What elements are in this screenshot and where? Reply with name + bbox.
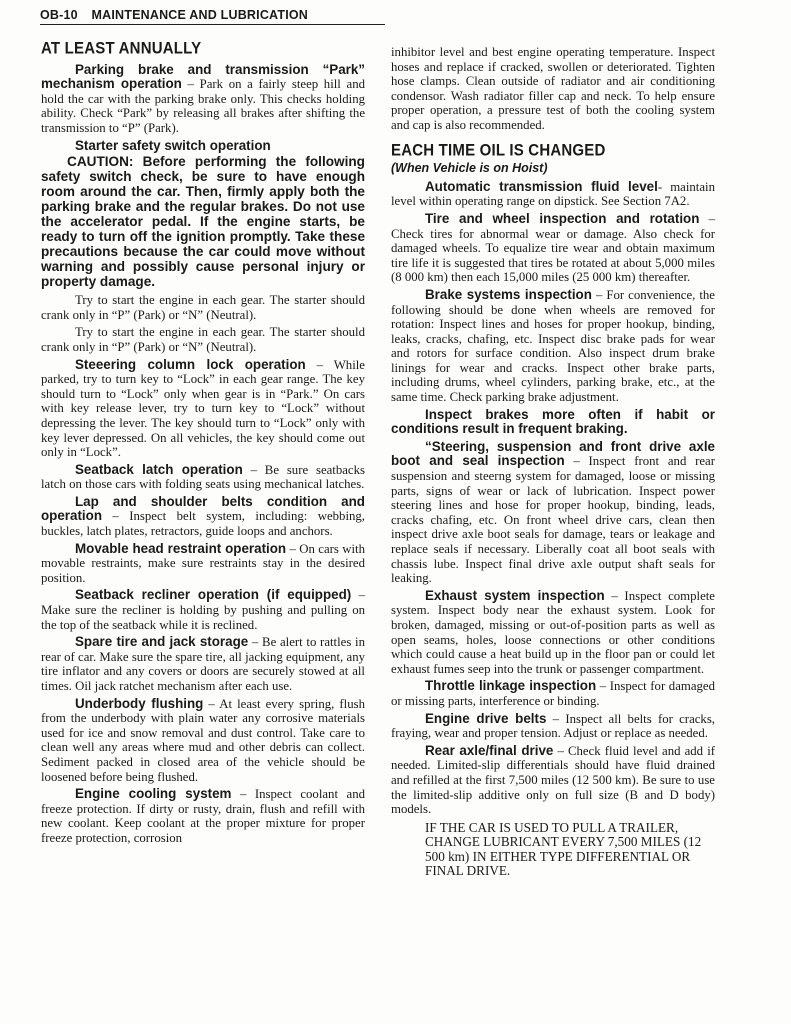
item-heading: Automatic transmission fluid level xyxy=(425,178,658,194)
item-heading: “Steering, suspension and front drive axle boot and seal inspection xyxy=(391,438,715,469)
paragraph-recliner xyxy=(41,588,365,632)
paragraph-tire-rotation xyxy=(391,212,715,285)
item-heading: Engine drive belts xyxy=(425,710,547,726)
item-heading: Brake systems inspection xyxy=(425,286,592,302)
paragraph-trans-fluid xyxy=(391,180,715,209)
item-text: – While parked, try to turn key to “Lock” in each gear range. The key should turn to “Lock” only when gear is in “Park.” On cars with key release lever, try to turn key to “Lock” without depressing the lever. The key should turn to “Lock” only with key lever depressed. On all vehicles, the key should come out only in “Lock”. xyxy=(41,357,365,460)
item-heading: Parking brake and transmission “Park” mechanism operation xyxy=(41,61,365,92)
paragraph-column-lock xyxy=(41,358,365,460)
item-text: – Inspect coolant and freeze protection. If dirty or rusty, drain, flush and refill with new coolant. Keep coolant at the proper mixture for proper freeze protection, corrosion xyxy=(41,787,365,845)
trailer-notice: IF THE CAR IS USED TO PULL A TRAILER, CHANGE LUBRICANT EVERY 7,500 MILES (12 500 km) IN EITHER TYPE DIFFERENTIAL OR FINAL DRIVE. xyxy=(425,819,702,879)
item-text: – Park on a fairly steep hill and hold the car with the parking brake only. This checks holding ability. Check “Park” by releasing all brakes after shifting the transmission to “P” (Park). xyxy=(41,77,366,135)
paragraph-rear-axle xyxy=(391,744,715,817)
paragraph-head-restraint xyxy=(41,542,365,586)
item-heading-starter-safety: Starter safety switch operation xyxy=(75,137,271,153)
item-heading: Underbody flushing xyxy=(75,695,204,711)
item-text: – Inspect belt system, including: webbing, buckles, latch plates, retractors, guide loops and anchors. xyxy=(41,509,365,539)
item-text: – Inspect front and rear suspension and steerng system for damaged, loose or missing parts, signs of wear or lack of lubrication. Inspect power steering lines and hose for proper hookup, binding, leads, cracks chafing, etc. On front wheel drive cars, clean then inspect drive axle boot seals for damage, tears or leakage and replace seals if necessary. Liberally coat all boot seals with chassis lube. Inspect final drive axle output shaft seals for leaking. xyxy=(391,454,715,586)
item-heading: Engine cooling system xyxy=(75,786,232,802)
item-heading: Spare tire and jack storage xyxy=(75,634,249,650)
paragraph-starter-1: Try to start the engine in each gear. The starter should crank only in “P” (Park) or “N” (Neutral). xyxy=(41,293,365,322)
item-heading: Inspect brakes more often if habit or conditions result in frequent braking. xyxy=(391,406,715,437)
item-text: – For convenience, the following should be done when wheels are removed for rotation: Inspect lines and hoses for proper hookup, binding, leaks, cracks, chafing, etc. Inspect disc brake pads for wear and rotors for surface condition. Also inspect drum brake linings for wear and cracks. Inspect other brake parts, including drums, wheel cylinders, parking brake, etc., at the same time. Check parking brake adjustment. xyxy=(391,287,715,405)
item-heading: Seatback recliner operation (if equipped) xyxy=(75,587,352,603)
section-title-oil-change: EACH TIME OIL IS CHANGED xyxy=(391,140,606,160)
right-column xyxy=(391,42,715,879)
paragraph-starter-2: Try to start the engine in each gear. The starter should crank only in “P” (Park) or “N” (Neutral). xyxy=(41,325,365,354)
paragraph-exhaust xyxy=(391,589,715,677)
item-text: – At least every spring, flush from the underbody with plain water any corrosive materials used for ice and snow removal and dust control. Take care to clean well any areas where mud and other debris can collect. Sediment packed in closed area of the vehicle should be loosened before being flushed. xyxy=(41,696,365,784)
item-text: – On cars with movable restraints, make sure restraints stay in the desired position. xyxy=(41,541,366,585)
paragraph-cooling-continued: inhibitor level and best engine operating temperature. Inspect hoses and replace if cracked, swollen or deteriorated. Tighten hose clamps. Clean outside of radiator and air conditioning condensor. Wash radiator filler cap and neck. To help ensure proper operation, a pressure test of both the cooling system and cap is also recommended. xyxy=(391,45,715,132)
left-column xyxy=(41,39,366,849)
item-text: – Make sure the recliner is holding by pushing and pulling on the top of the seatback while it is reclined. xyxy=(41,588,365,632)
item-heading: Seatback latch operation xyxy=(75,461,243,477)
paragraph-cooling xyxy=(41,787,365,845)
running-title: MAINTENANCE AND LUBRICATION xyxy=(91,8,309,22)
item-heading: Tire and wheel inspection and rotation xyxy=(425,210,700,226)
caution-block: CAUTION: Before performing the following safety switch check, be sure to have enough room around the car. Then, firmly apply both the parking brake and the regular brakes. Do not use the accelerator pedal. If the engine starts, be ready to turn off the ignition promptly. Take these precautions because the car could move without warning and possibly cause personal injury or property damage. xyxy=(41,154,365,290)
item-text: – Inspect for damaged or missing parts, interference or binding. xyxy=(391,679,715,708)
item-heading: Steeering column lock operation xyxy=(75,356,306,372)
paragraph-steering-suspension xyxy=(391,440,715,586)
paragraph-drive-belts xyxy=(391,712,715,741)
section-title-annually: AT LEAST ANNUALLY xyxy=(41,39,202,58)
item-text: – Check tires for abnormal wear or damage. Also check for damaged wheels. To equalize tire wear and obtain maximum tire life it is suggested that tires be rotated at about 5,000 miles (8 000 km) then each 15,000 miles (25 000 km) thereafter. xyxy=(391,211,715,285)
paragraph-underbody xyxy=(41,697,365,785)
paragraph-belts xyxy=(41,495,365,539)
running-header xyxy=(40,8,385,25)
item-text: – Inspect all belts for cracks, fraying, wear and proper tension. Adjust or replace as needed. xyxy=(391,711,716,741)
paragraph-parking-brake xyxy=(41,63,365,136)
item-heading: Rear axle/final drive xyxy=(425,742,554,758)
item-heading: Throttle linkage inspection xyxy=(425,678,597,694)
item-text: - maintain level within operating range on dipstick. See Section 7A2. xyxy=(391,179,715,209)
paragraph-brakes-often xyxy=(391,408,715,437)
item-text: – Be sure seatbacks latch on those cars with folding seats using mechanical latches. xyxy=(41,462,365,492)
item-text: – Check fluid level and add if needed. Limited-slip differentials should have fluid drained and refilled at the first 7,500 miles (12 500 km). Be sure to use the limited-slip additive only on full size (B and D body) models. xyxy=(391,743,716,817)
item-text: – Inspect complete system. Inspect body near the exhaust system. Look for broken, damaged, missing or out-of-position parts as well as open seams, holes, loose connections or other conditions which could cause a heat build up in the floor pan or could let exhaust fumes seep into the trunk or passenger compartment. xyxy=(391,588,715,676)
item-heading: Exhaust system inspection xyxy=(425,587,605,603)
item-text: – Be alert to rattles in rear of car. Make sure the spare tire, all jacking equipment, any tire inflator and any covers or doors are securely stowed at all times. Oil jack ratchet mechanism after each use. xyxy=(41,635,365,693)
page-number: OB-10 xyxy=(40,8,78,22)
section-subtitle-hoist: (When Vehicle is on Hoist) xyxy=(391,161,548,176)
paragraph-seatback-latch xyxy=(41,463,365,492)
paragraph-brake-systems xyxy=(391,288,715,405)
item-heading: Movable head restraint operation xyxy=(75,540,287,556)
paragraph-spare-tire xyxy=(41,635,365,693)
item-heading: Lap and shoulder belts condition and operation xyxy=(41,493,365,524)
paragraph-throttle xyxy=(391,679,715,708)
